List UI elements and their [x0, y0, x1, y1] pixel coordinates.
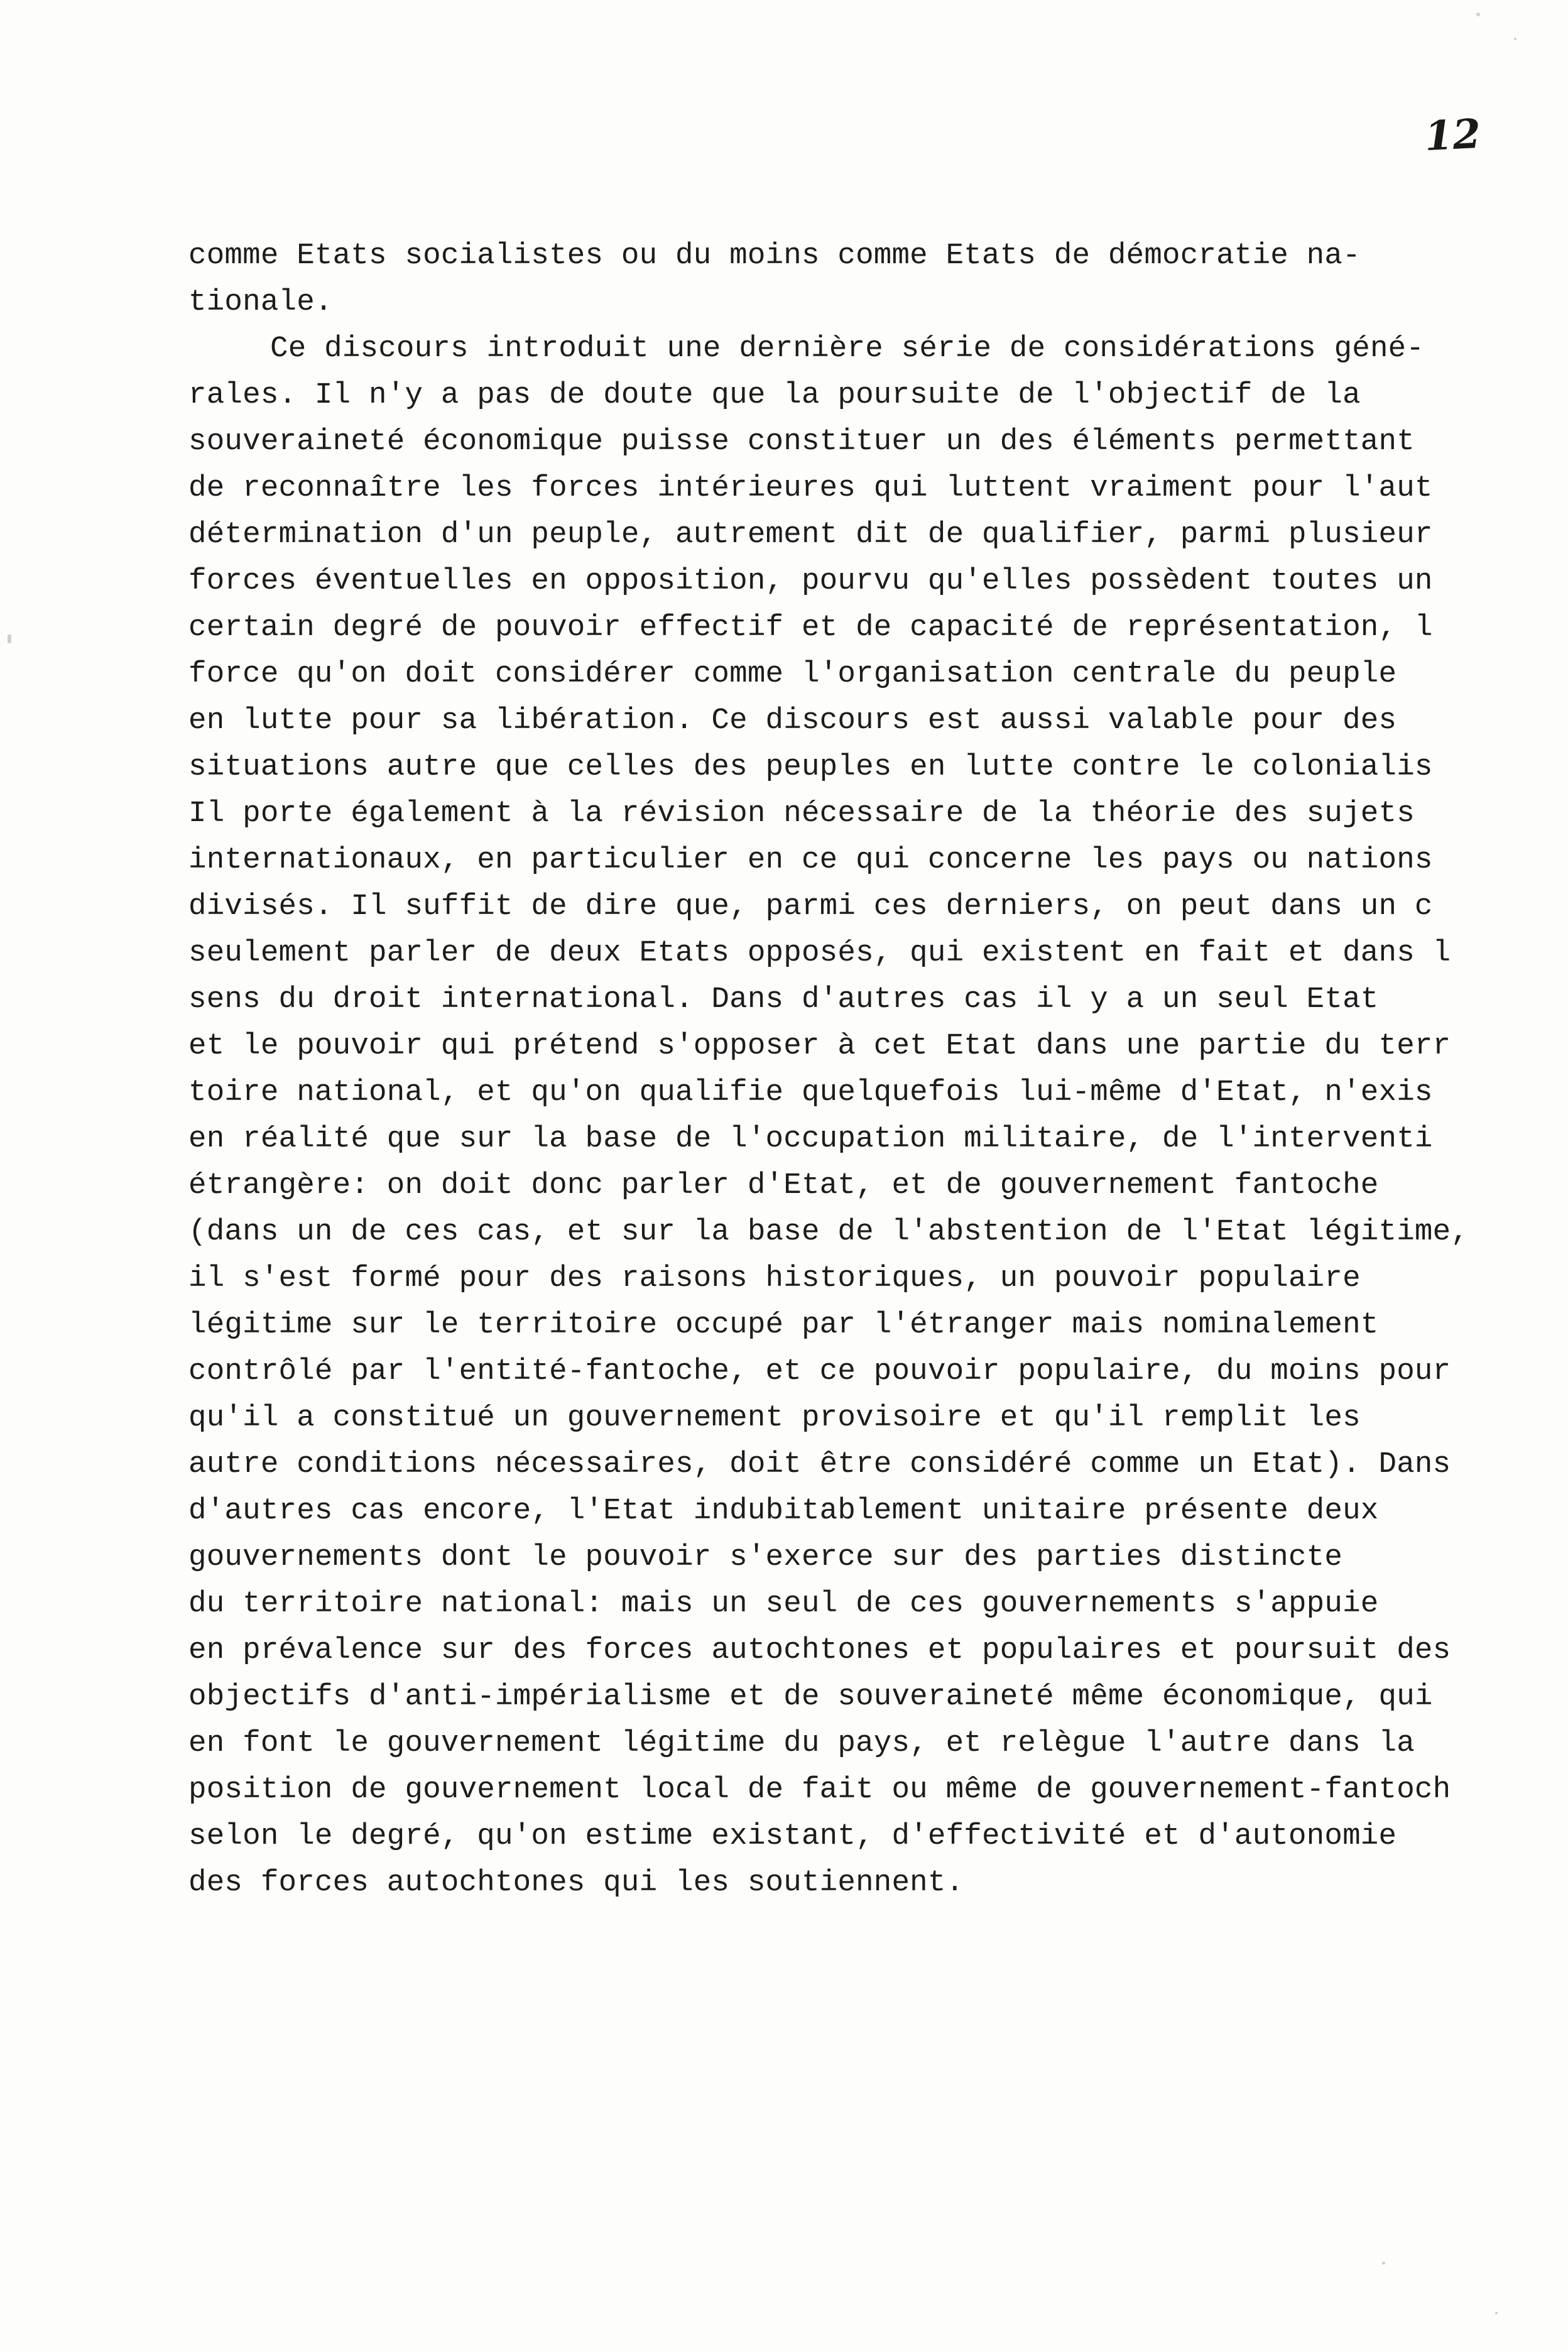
- text-line: selon le degré, qu'on estime existant, d'effectivité et d'autonomie: [188, 1819, 1397, 1853]
- text-line: en lutte pour sa libération. Ce discours est aussi valable pour des: [188, 704, 1397, 738]
- scan-speck: [1495, 2312, 1498, 2314]
- text-line: de reconnaître les forces intérieures qui luttent vraiment pour l'aut: [188, 471, 1433, 505]
- text-line: en font le gouvernement légitime du pays, et relègue l'autre dans la: [188, 1726, 1415, 1760]
- text-line: légitime sur le territoire occupé par l'étranger mais nominalement: [188, 1308, 1379, 1342]
- text-line: toire national, et qu'on qualifie quelquefois lui-même d'Etat, n'exis: [188, 1075, 1433, 1109]
- text-line: détermination d'un peuple, autrement dit de qualifier, parmi plusieur: [188, 518, 1433, 552]
- scan-speck: [1382, 2262, 1385, 2265]
- text-line: d'autres cas encore, l'Etat indubitablement unitaire présente deux: [188, 1494, 1379, 1528]
- text-line: divisés. Il suffit de dire que, parmi ces derniers, on peut dans un c: [188, 890, 1433, 923]
- text-line: sens du droit international. Dans d'autres cas il y a un seul Etat: [188, 983, 1379, 1016]
- text-line: du territoire national: mais un seul de ces gouvernements s'appuie: [188, 1587, 1379, 1621]
- text-line: tionale.: [188, 285, 333, 319]
- scan-speck: [8, 634, 11, 643]
- text-line: contrôlé par l'entité-fantoche, et ce pouvoir populaire, du moins pour: [188, 1354, 1451, 1388]
- page-number: 12: [1424, 110, 1482, 161]
- text-line: situations autre que celles des peuples en lutte contre le colonialis: [188, 750, 1433, 784]
- scan-speck: [1476, 13, 1480, 16]
- text-line: étrangère: on doit donc parler d'Etat, et de gouvernement fantoche: [188, 1168, 1379, 1202]
- text-line: comme Etats socialistes ou du moins comme Etats de démocratie na-: [188, 239, 1361, 273]
- text-line: il s'est formé pour des raisons historiques, un pouvoir populaire: [188, 1261, 1361, 1295]
- text-line: en réalité que sur la base de l'occupation militaire, de l'interventi: [188, 1122, 1433, 1156]
- text-line: internationaux, en particulier en ce qui concerne les pays ou nations: [188, 843, 1433, 877]
- text-line: rales. Il n'y a pas de doute que la poursuite de l'objectif de la: [188, 378, 1361, 412]
- text-line: et le pouvoir qui prétend s'opposer à cet Etat dans une partie du terr: [188, 1029, 1451, 1063]
- text-line: Ce discours introduit une dernière série de considérations géné-: [270, 332, 1425, 366]
- text-line: qu'il a constitué un gouvernement provisoire et qu'il remplit les: [188, 1401, 1361, 1435]
- text-line: (dans un de ces cas, et sur la base de l'abstention de l'Etat légitime,: [188, 1215, 1469, 1249]
- text-line: autre conditions nécessaires, doit être considéré comme un Etat). Dans: [188, 1447, 1451, 1481]
- text-line: position de gouvernement local de fait ou même de gouvernement-fantoch: [188, 1773, 1451, 1807]
- text-line: souveraineté économique puisse constituer un des éléments permettant: [188, 425, 1415, 459]
- text-line: seulement parler de deux Etats opposés, qui existent en fait et dans l: [188, 936, 1451, 970]
- body-text: [188, 232, 1533, 1906]
- text-line: Il porte également à la révision nécessaire de la théorie des sujets: [188, 797, 1415, 830]
- text-line: forces éventuelles en opposition, pourvu qu'elles possèdent toutes un: [188, 564, 1433, 598]
- text-line: force qu'on doit considérer comme l'organisation centrale du peuple: [188, 657, 1397, 691]
- text-line: gouvernements dont le pouvoir s'exerce sur des parties distincte: [188, 1540, 1343, 1574]
- text-line: en prévalence sur des forces autochtones et populaires et poursuit des: [188, 1633, 1451, 1667]
- text-line: des forces autochtones qui les soutiennent.: [188, 1866, 964, 1900]
- scan-speck: [1514, 38, 1516, 40]
- text-line: certain degré de pouvoir effectif et de capacité de représentation, l: [188, 611, 1433, 645]
- text-line: objectifs d'anti-impérialisme et de souveraineté même économique, qui: [188, 1680, 1433, 1714]
